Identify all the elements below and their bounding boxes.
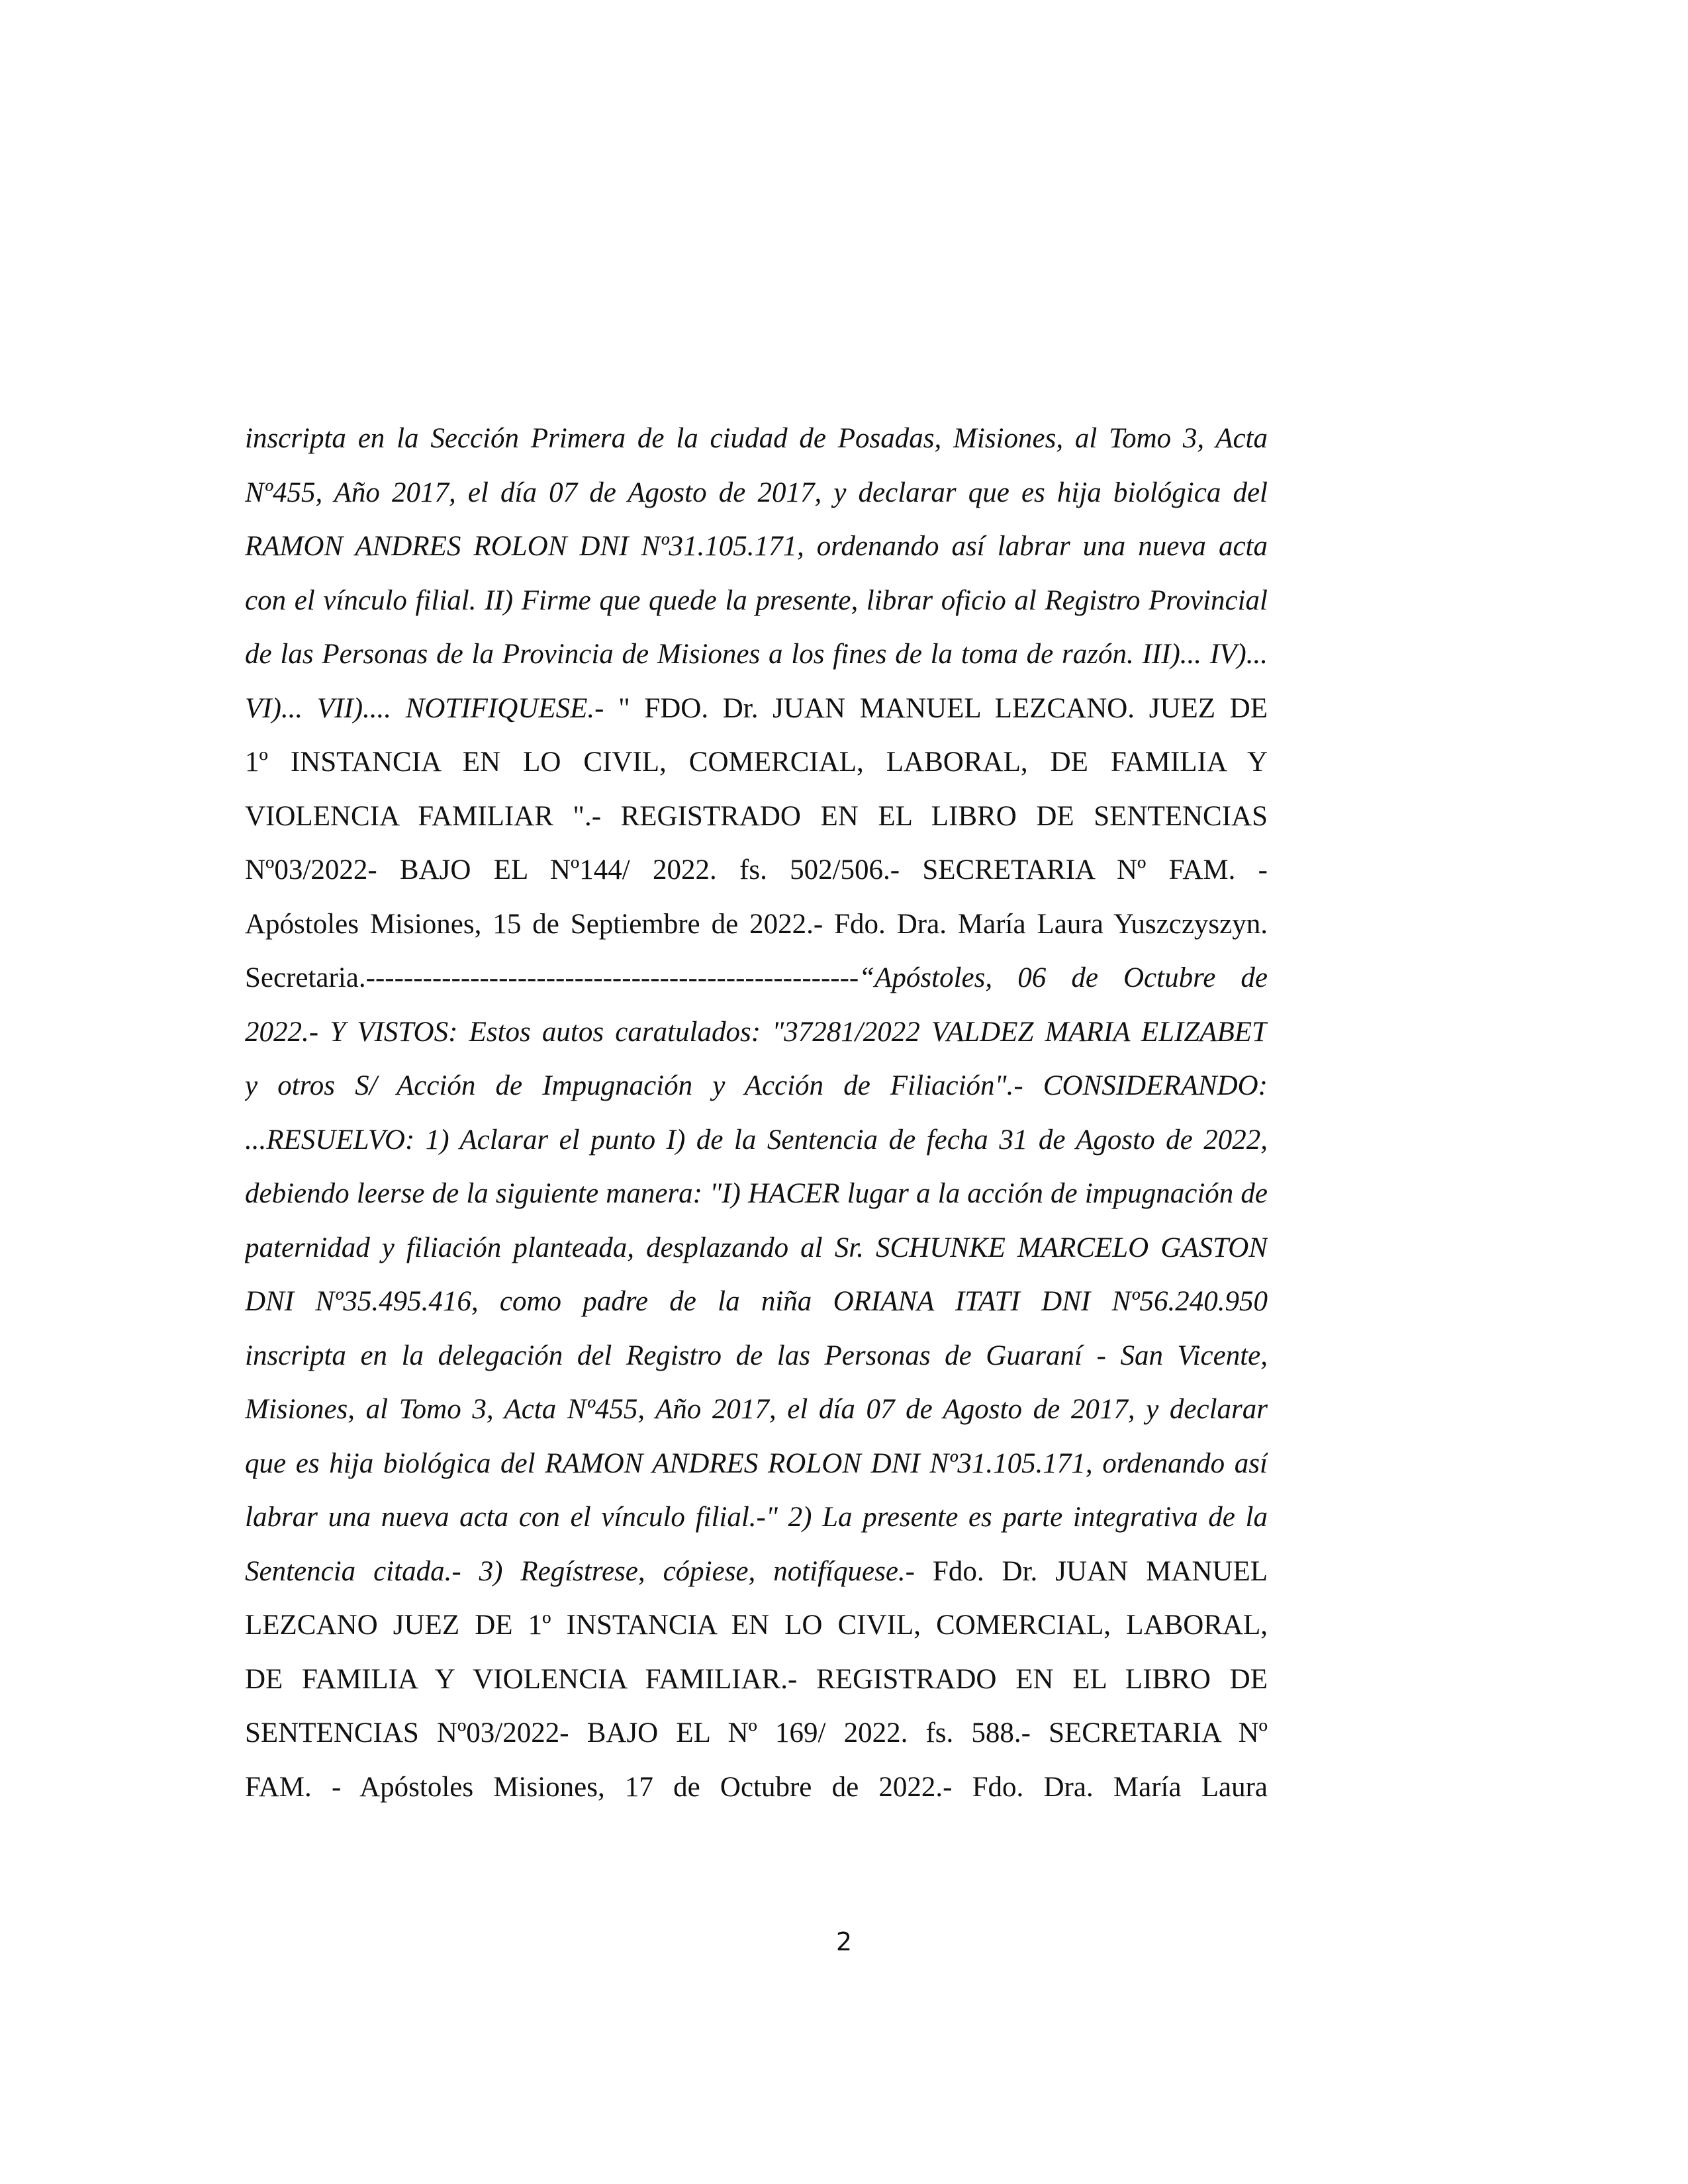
text-line (245, 790, 1268, 844)
text-segment: DNI Nº35.495.416, como padre de la niña ORIANA ITATI DNI Nº56.240.950 (245, 1286, 1268, 1317)
text-line (245, 466, 1268, 520)
text-segment: paternidad y filiación planteada, desplazando al Sr. SCHUNKE MARCELO GASTON (245, 1232, 1268, 1263)
text-segment: y otros S/ Acción de Impugnación y Acción de Filiación".- CONSIDERANDO: (245, 1070, 1268, 1101)
text-segment: VIOLENCIA FAMILIAR ".- REGISTRADO EN EL LIBRO DE SENTENCIAS (245, 800, 1268, 832)
text-segment: Sentencia citada.- 3) Regístrese, cópiese, notifíquese.- (245, 1555, 933, 1587)
text-segment: Fdo. Dr. JUAN MANUEL (932, 1555, 1268, 1587)
text-segment: VI)... VII).... NOTIFIQUESE.- (245, 692, 619, 724)
text-segment: RAMON ANDRES ROLON DNI Nº31.105.171, ordenando así labrar una nueva acta (245, 531, 1268, 562)
text-segment: labrar una nueva acta con el vínculo filial.-" 2) La presente es parte integrativa de la (245, 1502, 1268, 1533)
text-line (245, 951, 1268, 1005)
text-line (245, 1383, 1268, 1437)
text-line (245, 627, 1268, 682)
text-segment: que es hija biológica del RAMON ANDRES ROLON DNI Nº31.105.171, ordenando así (245, 1447, 1268, 1479)
text-line (245, 1005, 1268, 1060)
text-line (245, 1275, 1268, 1329)
text-segment: 2022.- Y VISTOS: Estos autos caratulados: "37281/2022 VALDEZ MARIA ELIZABET (245, 1016, 1268, 1048)
page-number: 2 (835, 1927, 853, 1956)
text-line (245, 1113, 1268, 1167)
text-line (245, 574, 1268, 628)
text-segment: Nº455, Año 2017, el día 07 de Agosto de 2017, y declarar que es hija biológica del (245, 477, 1268, 508)
text-segment: Secretaria.---------------------------------------------------- (245, 962, 859, 993)
text-segment: DE FAMILIA Y VIOLENCIA FAMILIAR.- REGISTRADO EN EL LIBRO DE (245, 1663, 1268, 1695)
body-text (245, 412, 1268, 1814)
text-line (245, 1221, 1268, 1275)
text-line (245, 897, 1268, 952)
text-line (245, 1490, 1268, 1545)
text-segment: 1º INSTANCIA EN LO CIVIL, COMERCIAL, LABORAL, DE FAMILIA Y (245, 747, 1268, 778)
text-line (245, 735, 1268, 790)
text-segment: debiendo leerse de la siguiente manera: "I) HACER lugar a la acción de impugnación de (245, 1178, 1268, 1209)
text-segment: inscripta en la Sección Primera de la ciudad de Posadas, Misiones, al Tomo 3, Acta (245, 423, 1268, 454)
text-segment: " FDO. Dr. JUAN MANUEL LEZCANO. JUEZ DE (618, 692, 1268, 724)
text-segment: Apóstoles Misiones, 15 de Septiembre de 2022.- Fdo. Dra. María Laura Yuszczyszyn. (245, 908, 1268, 940)
text-line (245, 682, 1268, 736)
text-line (245, 1437, 1268, 1491)
text-segment: de las Personas de la Provincia de Misiones a los fines de la toma de razón. III)... IV)... (245, 639, 1268, 670)
text-line (245, 843, 1268, 897)
text-segment: inscripta en la delegación del Registro de las Personas de Guaraní - San Vicente, (245, 1340, 1268, 1371)
text-line (245, 1760, 1268, 1815)
text-segment: Nº03/2022- BAJO EL Nº144/ 2022. fs. 502/506.- SECRETARIA Nº FAM. - (245, 854, 1268, 886)
text-line (245, 1329, 1268, 1383)
text-segment: con el vínculo filial. II) Firme que quede la presente, librar oficio al Registro Provincial (245, 584, 1268, 616)
text-line (245, 1545, 1268, 1599)
text-segment: ...RESUELVO: 1) Aclarar el punto I) de la Sentencia de fecha 31 de Agosto de 2022, (245, 1124, 1268, 1156)
text-segment: SENTENCIAS Nº03/2022- BAJO EL Nº 169/ 2022. fs. 588.- SECRETARIA Nº (245, 1717, 1268, 1749)
text-line (245, 1167, 1268, 1221)
text-line (245, 1653, 1268, 1707)
text-line (245, 1598, 1268, 1653)
text-line (245, 1059, 1268, 1113)
text-line (245, 412, 1268, 466)
text-segment: “Apóstoles, 06 de Octubre de (859, 962, 1268, 993)
text-segment: Misiones, al Tomo 3, Acta Nº455, Año 2017, el día 07 de Agosto de 2017, y declarar (245, 1394, 1268, 1425)
text-segment: FAM. - Apóstoles Misiones, 17 de Octubre de 2022.- Fdo. Dra. María Laura (245, 1771, 1268, 1803)
text-segment: LEZCANO JUEZ DE 1º INSTANCIA EN LO CIVIL, COMERCIAL, LABORAL, (245, 1610, 1268, 1641)
text-line (245, 1706, 1268, 1760)
text-line (245, 520, 1268, 574)
